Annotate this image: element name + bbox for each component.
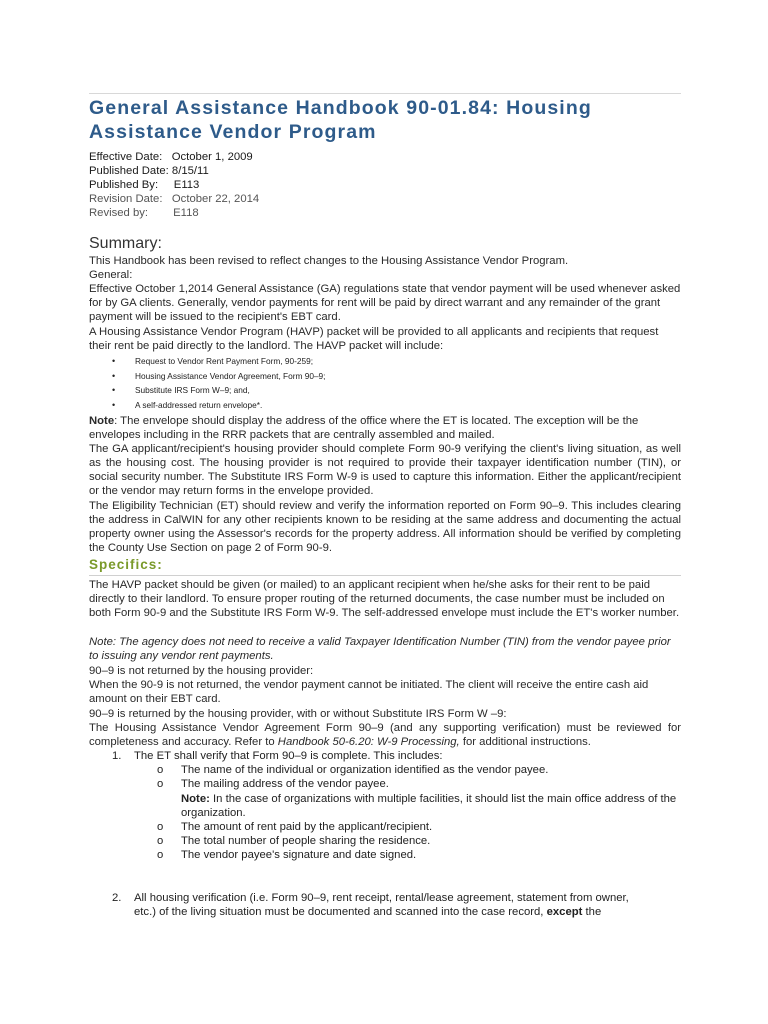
except-emphasis: except	[546, 906, 583, 918]
meta-revision-date: Revision Date: October 22, 2014	[89, 193, 260, 205]
document-metadata	[89, 150, 259, 220]
meta-published-by: Published By: E113	[89, 179, 200, 191]
summary-effective-paragraph: Effective October 1,2014 General Assistance (GA) regulations state that vendor payment will be used whenever asked for by GA clients. Generally, vendor payments for rent will be paid by direct warrant and any remainder of the grant payment will be issued to the recipient's EBT card.	[89, 283, 681, 323]
envelope-note: Note: The envelope should display the address of the office where the ET is located. The exception will be the envelopes including in the RRR packets that are centrally assembled and mailed.	[89, 415, 639, 441]
specifics-intro: The HAVP packet should be given (or mailed) to an applicant recipient when he/she asks for their rent to be paid directly to their landlord. To ensure proper routing of the returned documents, the case number must be included on both Form 90-9 and the Substitute IRS Form W-9. The self-addressed envelope must include the ET's worker number.	[89, 579, 680, 619]
handbook-reference: Handbook 50-6.20: W-9 Processing,	[277, 736, 460, 748]
tin-note: Note: The agency does not need to receive a valid Taxpayer Identification Number (TIN) from the vendor payee prior to issuing any vendor rent payments.	[89, 636, 671, 662]
summary-intro: This Handbook has been revised to reflect changes to the Housing Assistance Vendor Program.	[89, 255, 569, 267]
list-item: • Housing Assistance Vendor Agreement, Form 90–9;	[112, 370, 326, 381]
meta-revised-by: Revised by: E118	[89, 207, 199, 219]
top-divider	[89, 93, 681, 94]
list-item: • A self-addressed return envelope*.	[112, 400, 263, 411]
specifics-heading: Specifics:	[89, 557, 163, 572]
eligibility-technician-paragraph: The Eligibility Technician (ET) should review and verify the information reported on Form 90–9. This includes clearing the address in CalWIN for any other recipients known to be residing at the same address and documenting the actual property owner using the Assessor's records for the property address. All information should be verified by completing the County Use Section on page 2 of Form 90-9.	[89, 500, 681, 554]
returned-paragraph: The Housing Assistance Vendor Agreement Form 90–9 (and any supporting verification) must be reviewed for completeness and accuracy. Refer to Handbook 50-6.20: W-9 Processing, for additional instructions.	[89, 722, 681, 748]
summary-general-label: General:	[89, 269, 133, 281]
meta-published-date: Published Date: 8/15/11	[89, 165, 209, 177]
not-returned-paragraph: When the 90-9 is not returned, the vendor payment cannot be initiated. The client will receive the entire cash aid amount on their EBT card.	[89, 679, 649, 705]
list-item: • Request to Vendor Rent Payment Form, 90-259;	[112, 356, 314, 366]
list-item: • Substitute IRS Form W–9; and,	[112, 385, 250, 396]
note-label: Note	[89, 415, 115, 427]
summary-heading: Summary:	[89, 235, 162, 252]
not-returned-heading: 90–9 is not returned by the housing provider:	[89, 665, 314, 677]
page-title: General Assistance Handbook 90-01.84: Housing Assistance Vendor Program	[89, 97, 592, 143]
returned-heading: 90–9 is returned by the housing provider, with or without Substitute IRS Form W –9:	[89, 708, 507, 720]
specifics-divider	[89, 575, 681, 576]
havp-packet-list	[112, 354, 672, 413]
housing-provider-paragraph: The GA applicant/recipient's housing provider should complete Form 90-9 verifying the client's living situation, as well as the housing cost. The housing provider is not required to provide their taxpayer identification number (TIN), or social security number. The Substitute IRS Form W-9 is used to capture this information. Either the applicant/recipient or the vendor may return forms in the envelope provided.	[89, 443, 681, 497]
meta-effective-date: Effective Date: October 1, 2009	[89, 151, 253, 163]
summary-havp-paragraph: A Housing Assistance Vendor Program (HAVP) packet will be provided to all applicants and recipients that request their rent be paid directly to the landlord. The HAVP packet will include:	[89, 326, 659, 352]
